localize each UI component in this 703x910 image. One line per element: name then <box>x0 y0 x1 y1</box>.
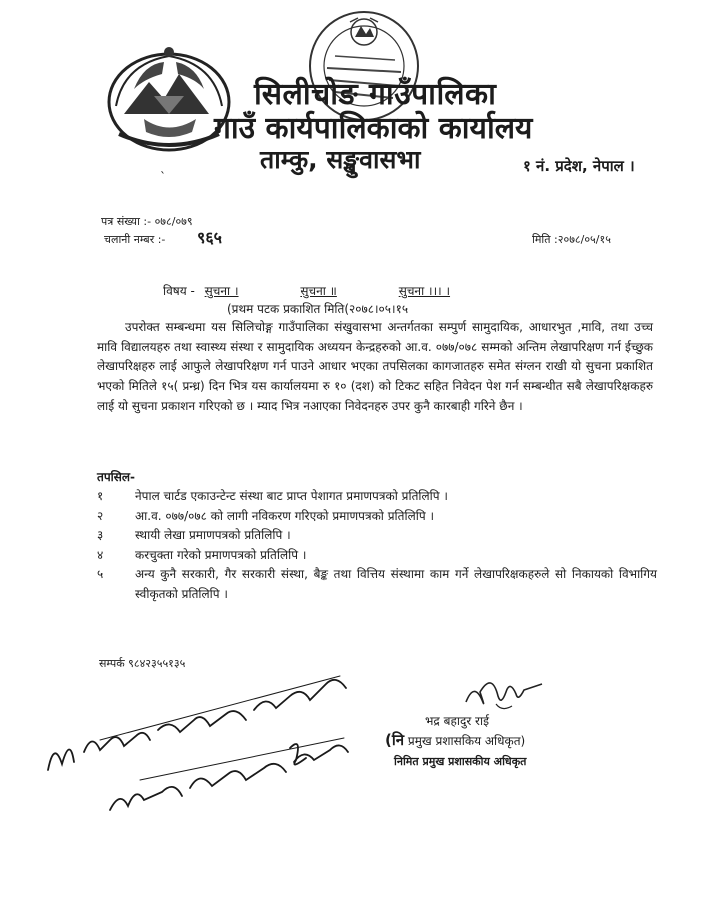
list-item <box>97 507 657 527</box>
publication-date: (प्रथम पटक प्रकाशित मिति(२०७८।०५।१५ <box>227 302 409 316</box>
list-item-text: नेपाल चार्टड एकाउन्टेन्ट संस्था बाट प्राप्त पेशागत प्रमाणपत्रको प्रतिलिपि । <box>135 489 448 503</box>
notice-body: उपरोक्त सम्बन्धमा यस सिलिचोङ्ग गाउँपालिका संखुवासभा अन्तर्गतका सम्पुर्ण सामुदायिक, आधारभुत ,मावि, तथा उच्च मावि विद्यालयहरु तथा स्वास्थ्य संस्था र सामुदायिक अध्ययन केन्द्रहरुको आ.व. ०७७/०७८ सम्मको अन्तिम लेखापरिक्षण गर्न ईच्छुक लेखापरिक्षहरु लाई आफुले लेखापरिक्षण गर्न पाउने आधार भएका तपसिलका कागजातहरु समेत संग्लन राखी यो सुचना प्रकाशित भएको मितिले १५( प्रन्ध्र) दिन भित्र यस कार्यालयमा रु १० (दश) को टिकट सहित निवेदन पेश गर्न सम्बन्धीत सबै लेखापरिक्षकहरु लाई यो सुचना प्रकाशन गरिएको छ । म्याद भित्र नआएका निवेदनहरु उपर कुनै कारबाही गरिने छैन । <box>97 320 653 413</box>
tapasil-list <box>97 487 657 604</box>
tapasil-heading: तपसिल- <box>97 470 135 484</box>
subject-line <box>163 282 456 299</box>
reference-number: पत्र संख्या :- ०७८/०७९ <box>101 215 193 228</box>
list-item <box>97 526 657 546</box>
list-item <box>97 487 657 507</box>
list-item-number: ४ <box>97 547 104 562</box>
signatory-stamp: निमित प्रमुख प्रशासकीय अधिकृत <box>394 755 527 768</box>
list-item-text: आ.व. ०७७/०७८ को लागी नविकरण गरिएको प्रमाणपत्रको प्रतिलिपि । <box>135 508 435 523</box>
list-item-text: स्थायी लेखा प्रमाणपत्रको प्रतिलिपि । <box>135 528 291 542</box>
letter-date: मिति :२०७८/०५/१५ <box>532 233 611 246</box>
subject-part-3: सुचना ।।। । <box>398 284 451 298</box>
list-item <box>97 546 657 566</box>
dispatch-number-value: ९६५ <box>197 228 222 247</box>
list-item <box>97 565 657 604</box>
header-address: ताम्कु, सङ्खुवासभा <box>260 145 421 174</box>
list-item-text: अन्य कुनै सरकारी, गैर सरकारी संस्था, बैङ्क तथा वित्तिय संस्थामा काम गर्ने लेखापरिक्षकहरुले सो निकायको विभागिय स्वीकृतको प्रतिलिपि । <box>135 567 657 601</box>
dispatch-number-label: चलानी नम्बर :- <box>104 233 166 246</box>
subject-label: विषय - <box>163 284 195 298</box>
list-item-number: ५ <box>97 567 104 581</box>
list-item-number: १ <box>97 489 104 503</box>
header-office-name: गाउँ कार्यपालिकाको कार्यालय <box>214 111 533 146</box>
list-item-number: २ <box>97 508 104 523</box>
scan-mark: ˋ <box>160 170 166 184</box>
list-item-number: ३ <box>97 528 104 542</box>
handwritten-note-icon <box>40 640 360 840</box>
signatory-post <box>385 730 525 750</box>
subject-part-1: सुचना । <box>204 284 239 298</box>
header-municipality-name: सिलीचोङ गाउँपालिका <box>254 77 497 112</box>
list-item-text: करचुक्ता गरेको प्रमाणपत्रको प्रतिलिपि । <box>135 547 307 562</box>
contact-number: सम्पर्क ९८४२३५५१३५ <box>99 657 186 670</box>
subject-part-2: सुचना ॥ <box>300 284 337 298</box>
header-province: १ नं. प्रदेश, नेपाल । <box>523 157 635 175</box>
signatory-post-title: प्रमुख प्रशासकिय अधिकृत) <box>407 734 526 748</box>
signatory-name: भद्र बहादुर राई <box>425 714 489 728</box>
signatory-post-prefix: (नि <box>385 731 405 749</box>
